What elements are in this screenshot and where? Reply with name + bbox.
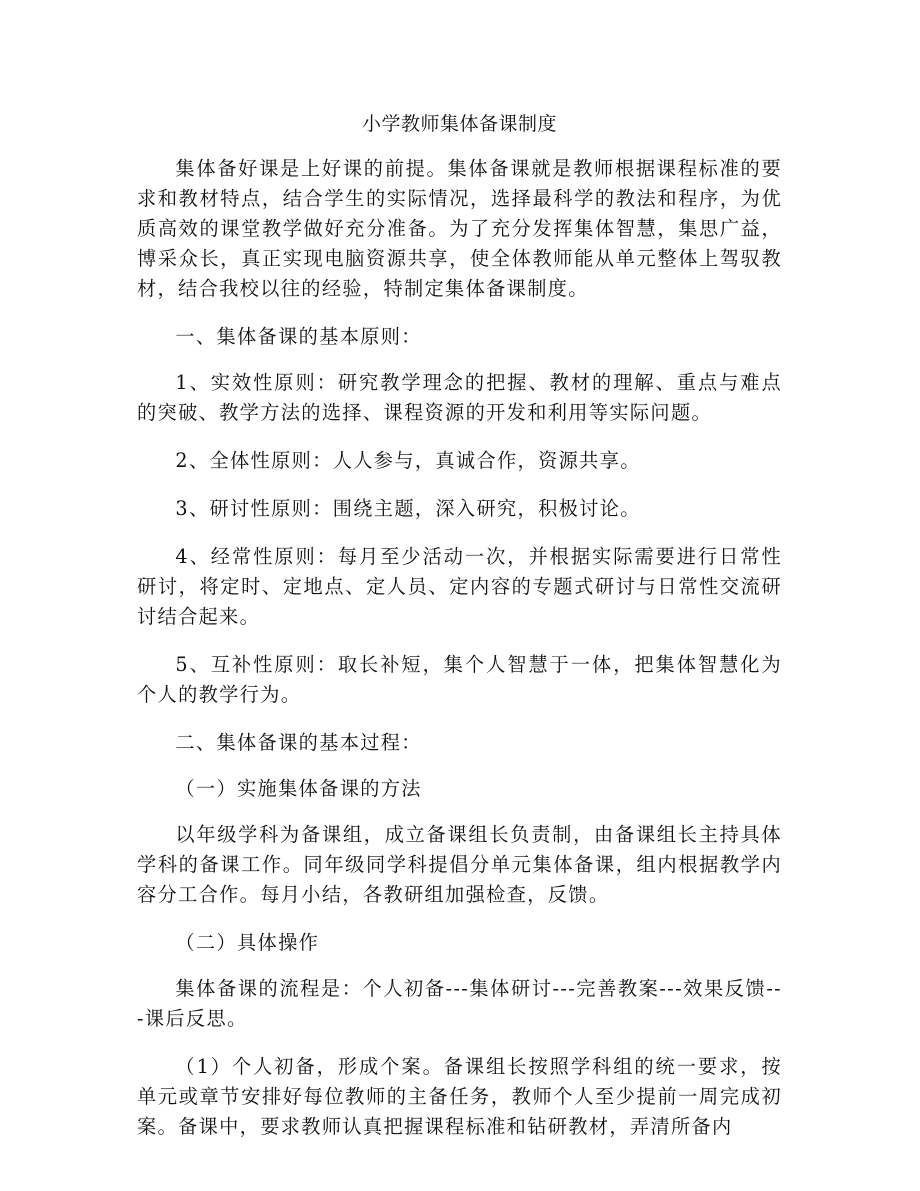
section-heading-process: 二、集体备课的基本过程： xyxy=(175,731,422,754)
intro-paragraph: 集体备好课是上好课的前提。集体备课就是教师根据课程标准的要求和教材特点，结合学生的实际情况，选择最科学的教法和程序，为优质高效的课堂教学做好充分准备。为了充分发挥集体智慧，集思广益，博采众长，真正实现电脑资源共享，使全体教师能从单元整体上驾驭教材，结合我校以往的经验，特制定集体备课制度。 xyxy=(137,157,782,300)
workflow-paragraph: 集体备课的流程是：个人初备---集体研讨---完善教案---效果反馈---课后反思。 xyxy=(137,977,782,1030)
subsection-heading-method: （一）实施集体备课的方法 xyxy=(175,777,422,800)
principle-discussion: 3、研讨性原则：围绕主题，深入研究，积极讨论。 xyxy=(175,497,641,520)
document-body xyxy=(137,110,782,1156)
principle-effectiveness: 1、实效性原则：研究教学理念的把握、教材的理解、重点与难点的突破、教学方法的选择、课程资源的开发和利用等实际问题。 xyxy=(137,371,782,424)
document-title: 小学教师集体备课制度 xyxy=(361,113,557,135)
principle-regularity: 4、经常性原则：每月至少活动一次，并根据实际需要进行日常性研讨，将定时、定地点、定人员、定内容的专题式研讨与日常性交流研讨结合起来。 xyxy=(137,545,782,628)
subsection-heading-operation: （二）具体操作 xyxy=(175,931,320,954)
principle-complementarity: 5、互补性原则：取长补短，集个人智慧于一体，把集体智慧化为个人的教学行为。 xyxy=(137,653,782,706)
section-heading-principles: 一、集体备课的基本原则： xyxy=(175,325,422,348)
method-paragraph: 以年级学科为备课组，成立备课组长负责制，由备课组长主持具体学科的备课工作。同年级同学科提倡分单元集体备课，组内根据教学内容分工合作。每月小结，各教研组加强检查，反馈。 xyxy=(137,823,782,906)
principle-universality: 2、全体性原则：人人参与，真诚合作，资源共享。 xyxy=(175,449,641,472)
individual-preparation-paragraph: （1）个人初备，形成个案。备课组长按照学科组的统一要求，按单元或章节安排好每位教师的主备任务，教师个人至少提前一周完成初案。备课中，要求教师认真把握课程标准和钻研教材，弄清所备内 xyxy=(137,1055,782,1138)
